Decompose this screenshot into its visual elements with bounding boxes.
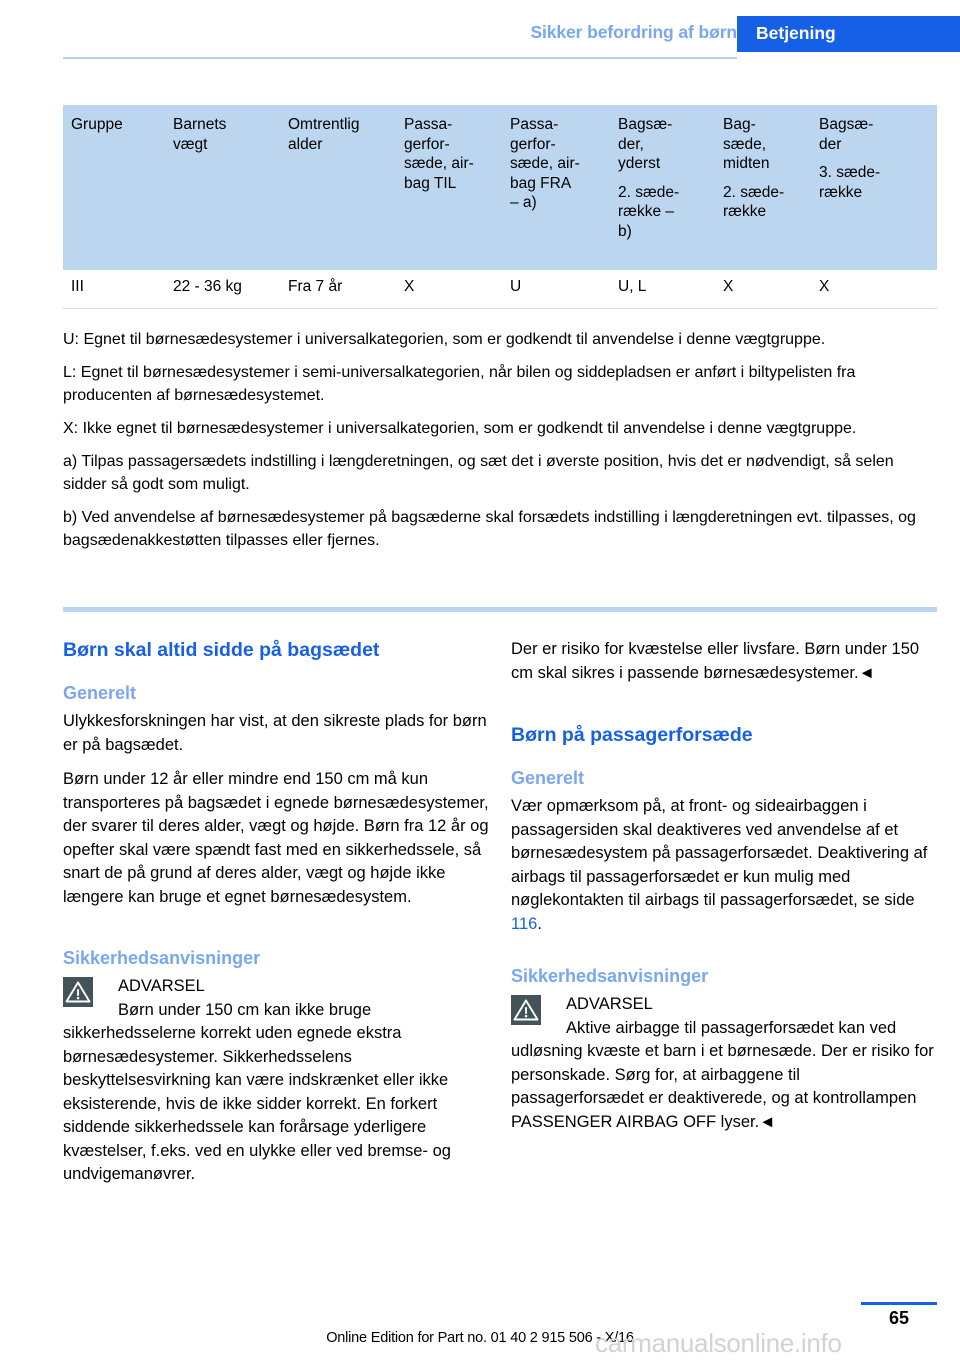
right-spacer-top <box>511 696 937 723</box>
right-spacer-mid <box>511 947 937 965</box>
left-general-heading: Generelt <box>63 683 137 703</box>
table-header-cell-barnets-vaegt: Barnets vægt <box>173 116 227 153</box>
page-reference-link[interactable]: 116 <box>511 914 538 933</box>
footnote-a: a) Tilpas passagersædets indstilling i længderetningen, og sæt det i øverste position, hvis det er nødvendigt, så selen sidder så godt som muligt. <box>63 453 894 493</box>
table-cell-bagsaede-midten: X <box>723 278 734 295</box>
table-cell-bagsaeder-3-raekke: X <box>819 278 830 295</box>
footnotes-divider <box>63 607 937 612</box>
page-number: 65 <box>888 1308 910 1328</box>
table-cell-airbag-til: X <box>404 278 415 295</box>
running-header-section-label: Betjening <box>756 23 836 43</box>
footnote-l: L: Egnet til børnesædesystemer i semi-universalkategorien, når bilen og siddepladsen er anført i biltypelisten fra producenten af børnesædesystemet. <box>63 364 856 404</box>
left-section-title: Børn skal altid sidde på bagsædet <box>63 639 380 661</box>
running-header-chapter: Sikker befordring af børn <box>530 22 737 42</box>
table-header-cell-bagsaeder-3-raekke: Bagsæ- der 3. sæde- række <box>819 116 881 201</box>
warning-triangle-icon <box>511 995 541 1025</box>
right-warning-text: Aktive airbagge til passagerforsædet kan ved udløsning kvæste et barn i et børnesæde. Der er risiko for personskade. Sørg for, at airbaggene til passagerforsædet er deaktiverede, og at kontrollampen PASSENGER AIRBAG OFF lyser.◄ <box>511 1018 934 1131</box>
edition-note: Online Edition for Part no. 01 40 2 915 506 - X/16 <box>326 1330 634 1346</box>
warning-triangle-icon <box>63 977 93 1007</box>
table-header-row <box>63 105 937 270</box>
site-watermark: carmanualsonline.info <box>595 1328 842 1358</box>
table-cell-gruppe: III <box>71 278 84 295</box>
right-warning-continuation: Der er risiko for kvæstelse eller livsfare. Børn under 150 cm skal sikres i passende børnesædesystemer.◄ <box>511 640 920 682</box>
page-number-rule <box>861 1302 937 1305</box>
right-warning-block <box>511 993 937 1134</box>
left-general-paragraph-2: Børn under 12 år eller mindre end 150 cm må kun transporteres på bagsædet i egnede børnesædesystemer, der svarer til deres alder, vægt og højde. Børn fra 12 år og opefter skal være spændt fast med en sikkerhedssele, så snart de på grund af deres alder, vægt og højde ikke længere kan bruge et egnet børnesædesystem. <box>63 770 489 906</box>
right-safety-heading: Sikkerhedsanvisninger <box>511 966 709 986</box>
table-header-cell-omtrentlig-alder: Omtrentlig alder <box>288 116 360 153</box>
table-row <box>63 270 937 309</box>
left-column <box>63 638 489 1187</box>
right-general-heading: Generelt <box>511 768 585 788</box>
right-column <box>511 638 937 1134</box>
table-header-cell-bagsaeder-yderst: Bagsæ- der, yderst 2. sæde- række – b) <box>618 116 680 240</box>
running-header <box>0 22 960 52</box>
table-footnotes <box>63 328 937 562</box>
footnote-b: b) Ved anvendelse af børnesædesystemer på bagsæderne skal forsædets indstilling i længderetningen evt. tilpasses, og bagsædenakkestøtten tilpasses eller fjernes. <box>63 509 916 549</box>
right-general-paragraph-1-text-after: . <box>537 914 542 933</box>
left-warning-title: ADVARSEL <box>118 977 205 995</box>
table-header-cell-passagerforsaede-airbag-til: Passa- gerfor- sæde, air- bag TIL <box>404 116 474 192</box>
table-cell-vaegt: 22 - 36 kg <box>173 278 242 295</box>
right-warning-title: ADVARSEL <box>566 995 653 1013</box>
footnote-u: U: Egnet til børnesædesystemer i universalkategorien, som er godkendt til anvendelse i denne vægtgruppe. <box>63 331 826 348</box>
table-cell-bagsaeder-yderst: U, L <box>618 278 647 295</box>
left-warning-block <box>63 975 489 1187</box>
table-cell-airbag-fra: U <box>510 278 522 295</box>
right-section-title: Børn på passagerforsæde <box>511 724 753 746</box>
left-warning-text: Børn under 150 cm kan ikke bruge sikkerhedsselerne korrekt uden egnede ekstra børnesædesystemer. Sikkerhedsselens beskyttelsesvirkning kan være indskrænket eller ikke eksisterende, hvis de ikke sidder korrekt. En forkert siddende sikkerhedssele kan forårsage yderligere kvæstelser, f.eks. ved en ulykke eller ved bremse- og undvigemanøvrer. <box>63 1000 451 1183</box>
table-cell-alder: Fra 7 år <box>288 278 343 295</box>
right-general-paragraph-1-text-before: Vær opmærksom på, at front- og sideairbaggen i passagersiden skal deaktiveres ved anvendelse af et børnesædesystem på passagerforsædet. Deaktivering af airbags til passagerforsædet er kun mulig med nøglekontakten til airbags til passagerforsædet, se side <box>511 797 928 909</box>
header-divider <box>63 57 737 59</box>
left-spacer <box>63 920 489 947</box>
table-header-cell-passagerforsaede-airbag-fra: Passa- gerfor- sæde, air- bag FRA – a) <box>510 116 580 211</box>
running-header-section-tab <box>737 16 960 52</box>
table-header-cell-gruppe: Gruppe <box>71 116 123 133</box>
child-seat-table <box>63 105 937 309</box>
table-header-cell-bagsaede-midten: Bag- sæde, midten 2. sæde- række <box>723 116 785 220</box>
left-general-paragraph-1: Ulykkesforskningen har vist, at den sikreste plads for børn er på bagsædet. <box>63 712 487 754</box>
right-general-paragraph-1 <box>511 795 937 936</box>
left-safety-heading: Sikkerhedsanvisninger <box>63 948 261 968</box>
footnote-x: X: Ikke egnet til børnesædesystemer i universalkategorien, som er godkendt til anvendelse i denne vægtgruppe. <box>63 420 857 437</box>
